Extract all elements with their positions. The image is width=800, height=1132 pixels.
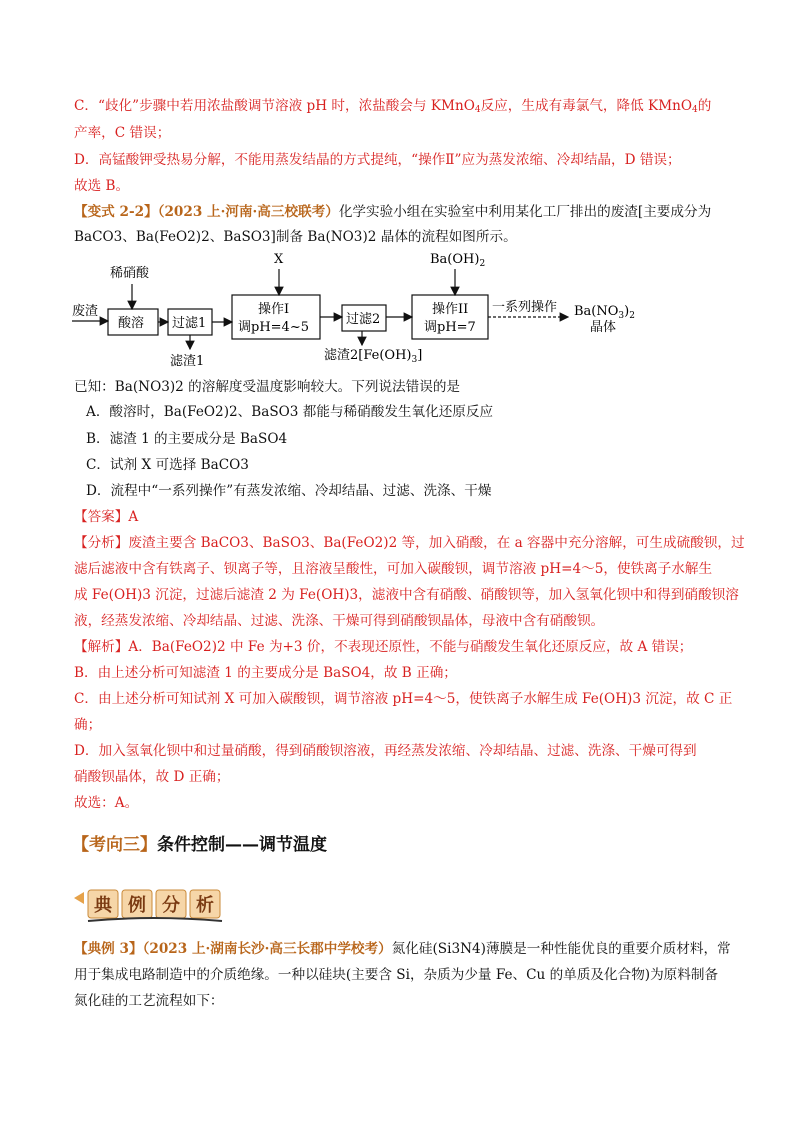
- explanation-tag: 【解析】: [74, 639, 129, 655]
- explanation-c-line2: 确；: [74, 717, 102, 733]
- flow-acid-label: 稀硝酸: [110, 266, 150, 281]
- example-intro-line2: 用于集成电路制造中的介质绝缘。一种以硅块(主要含 Si，杂质为少量 Fe、Cu 的单质及化合物)为原料制备: [74, 967, 719, 983]
- banner-graphic: [72, 884, 228, 924]
- answer-line: [74, 506, 138, 528]
- analysis-line4: 液，经蒸发浓缩、冷却结晶、过滤、洗涤、干燥可得到硝酸钡晶体，母液中含有硝酸钡。: [74, 613, 605, 629]
- analysis-tag: 【分析】: [74, 535, 129, 551]
- flow-x-label: X: [274, 252, 284, 267]
- flow-product-line2: 晶体: [590, 320, 617, 335]
- prev-option-c-line1: C．“歧化”步骤中若用浓盐酸调节溶液 pH 时，浓盐酸会与 KMnO$_4$反应，生成有毒氯气，降低 KMnO$_4$的: [74, 98, 712, 115]
- process-flowchart: [72, 249, 692, 369]
- variant-source: （2023 上·河南·高三校联考）: [157, 204, 339, 220]
- example-intro-line1: 【典例 3】（2023 上·湖南长沙·高三长郡中学校考）氮化硅(Si3N4)薄膜是一种性能优良的重要介质材料，常: [74, 941, 731, 957]
- banner-char-2: 例: [128, 895, 146, 916]
- analysis-line3: 成 Fe(OH)3 沉淀，过滤后滤渣 2 为 Fe(OH)3，滤液中含有硝酸、硝酸钡等，加入氢氧化钡中和得到硝酸钡溶: [74, 587, 739, 603]
- option-a: A．酸溶时，Ba(FeO2)2、BaSO3 都能与稀硝酸发生氧化还原反应: [86, 404, 494, 420]
- variant-intro-line2: BaCO3、Ba(FeO2)2、BaSO3]制备 Ba(NO3)2 晶体的流程如图所示。: [74, 229, 517, 245]
- banner-char-1: 典: [94, 895, 112, 916]
- flow-baoh-label: $Ba(OH)_2$: [430, 252, 486, 269]
- explanation-a: 【解析】A．Ba(FeO2)2 中 Fe 为+3 价，不表现还原性，不能与硝酸发生氧化还原反应，故 A 错误；: [74, 639, 693, 655]
- flow-residue2: 滤渣$2[Fe(OH)_3]$: [324, 348, 423, 365]
- explanation-c-line1: C．由上述分析可知试剂 X 可加入碳酸钡，调节溶液 pH=4～5，使铁离子水解生成 Fe(OH)3 沉淀，故 C 正: [74, 691, 733, 707]
- variant-tag: 【变式 2-2】: [74, 204, 158, 220]
- variant-intro-line1: 【变式 2-2】（2023 上·河南·高三校联考）化学实验小组在实验室中利用某化工厂排出的废渣[主要成分为: [74, 204, 712, 220]
- banner-char-3: 分: [162, 895, 180, 916]
- flow-box5-line1: 操作II: [432, 302, 469, 317]
- flow-box1-label: 酸溶: [118, 316, 145, 331]
- explanation-d-line2: 硝酸钡晶体，故 D 正确；: [74, 769, 230, 785]
- flow-box5-line2: 调pH=7: [424, 320, 476, 335]
- section-bracket: 【考向三】: [72, 835, 157, 855]
- option-b: B．滤渣 1 的主要成分是 BaSO4: [86, 431, 288, 447]
- prev-conclusion: 故选 B。: [74, 178, 130, 194]
- prev-option-c-line2: 产率，C 错误；: [74, 125, 171, 141]
- example-intro-line3: 氮化硅的工艺流程如下：: [74, 993, 224, 1009]
- flow-box3-line1: 操作I: [258, 302, 290, 317]
- banner-char-4: 析: [196, 895, 214, 916]
- flow-series-op: 一系列操作: [492, 300, 558, 315]
- speaker-icon: [74, 892, 84, 904]
- answer-value: A: [128, 509, 139, 525]
- option-c: C．试剂 X 可选择 BaCO3: [86, 457, 249, 473]
- flow-box2-label: 过滤1: [172, 316, 207, 331]
- example-tag: 【典例 3】: [74, 941, 143, 957]
- section-heading: [72, 830, 327, 855]
- option-d: D．流程中“一系列操作”有蒸发浓缩、冷却结晶、过滤、洗涤、干燥: [86, 483, 492, 499]
- flow-input-label: 废渣: [72, 304, 99, 319]
- example-analysis-banner: [72, 884, 228, 924]
- answer-tag: 【答案】: [74, 509, 129, 525]
- flow-residue1: 滤渣1: [170, 354, 205, 369]
- flow-product-line1: $Ba(NO_3)_2$: [574, 304, 635, 321]
- flow-box4-label: 过滤2: [346, 312, 381, 327]
- flow-box3-line2: 调pH=4~5: [238, 320, 309, 335]
- explanation-d-line1: D．加入氢氧化钡中和过量硝酸，得到硝酸钡溶液，再经蒸发浓缩、冷却结晶、过滤、洗涤、干燥可得到: [74, 743, 697, 759]
- analysis-line1: 【分析】废渣主要含 BaCO3、BaSO3、Ba(FeO2)2 等，加入硝酸，在 a 容器中充分溶解，可生成硫酸钡，过: [74, 535, 745, 551]
- section-title: 条件控制——调节温度: [157, 835, 327, 855]
- prev-option-d-line: D．高锰酸钾受热易分解，不能用蒸发结晶的方式提纯，“操作Ⅱ”应为蒸发浓缩、冷却结晶，D 错误；: [74, 152, 681, 168]
- analysis-line2: 滤后滤液中含有铁离子、钡离子等，且溶液呈酸性，可加入碳酸钡，调节溶液 pH=4～5，使铁离子水解生: [74, 561, 713, 577]
- explanation-conclusion: 故选：A。: [74, 795, 139, 811]
- example-source: （2023 上·湖南长沙·高三长郡中学校考）: [142, 941, 392, 957]
- question-known: 已知：Ba(NO3)2 的溶解度受温度影响较大。下列说法错误的是: [74, 379, 461, 395]
- explanation-b: B．由上述分析可知滤渣 1 的主要成分是 BaSO4，故 B 正确；: [74, 665, 457, 681]
